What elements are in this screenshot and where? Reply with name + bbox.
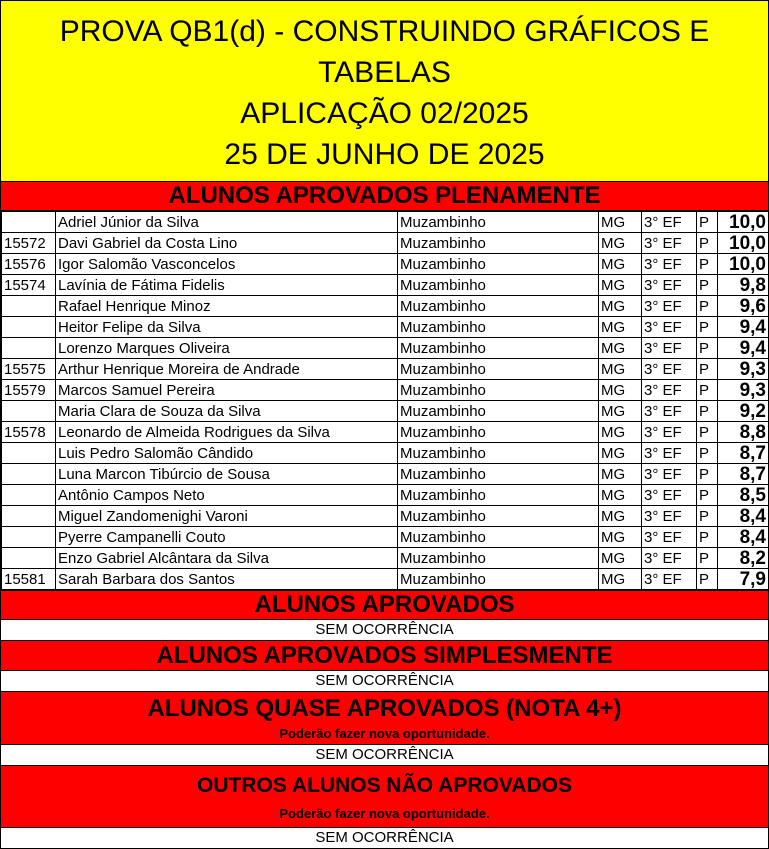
student-city: Muzambinho [398,254,599,275]
student-grade-level: 3° EF [642,359,697,380]
student-city: Muzambinho [398,569,599,590]
table-row [2,569,769,590]
student-score: 9,8 [718,275,769,296]
exam-header [1,1,768,181]
student-state: MG [599,296,642,317]
student-city: Muzambinho [398,548,599,569]
student-id: 15578 [2,422,56,443]
student-city: Muzambinho [398,443,599,464]
student-name: Pyerre Campanelli Couto [56,527,398,548]
student-type: P [697,317,718,338]
student-type: P [697,401,718,422]
student-id [2,296,56,317]
table-row [2,443,769,464]
student-type: P [697,338,718,359]
student-grade-level: 3° EF [642,569,697,590]
student-name: Heitor Felipe da Silva [56,317,398,338]
student-grade-level: 3° EF [642,233,697,254]
student-type: P [697,506,718,527]
section-not-approved [1,765,768,828]
student-id [2,443,56,464]
student-state: MG [599,569,642,590]
student-name: Miguel Zandomenighi Varoni [56,506,398,527]
table-row [2,527,769,548]
student-name: Luis Pedro Salomão Cândido [56,443,398,464]
student-state: MG [599,380,642,401]
exam-date: 25 DE JUNHO DE 2025 [224,138,545,171]
student-type: P [697,548,718,569]
student-score: 8,5 [718,485,769,506]
student-name: Arthur Henrique Moreira de Andrade [56,359,398,380]
student-score: 9,4 [718,338,769,359]
student-score: 8,7 [718,464,769,485]
student-type: P [697,233,718,254]
student-name: Adriel Júnior da Silva [56,212,398,233]
student-id [2,464,56,485]
student-city: Muzambinho [398,296,599,317]
student-city: Muzambinho [398,317,599,338]
table-row [2,254,769,275]
section-approved [1,590,768,620]
table-row [2,359,769,380]
student-id: 15574 [2,275,56,296]
student-id [2,338,56,359]
student-grade-level: 3° EF [642,485,697,506]
student-score: 9,3 [718,359,769,380]
student-state: MG [599,422,642,443]
student-state: MG [599,212,642,233]
student-score: 10,0 [718,212,769,233]
student-type: P [697,380,718,401]
section-approved-simply-title: ALUNOS APROVADOS SIMPLESMENTE [156,642,613,669]
student-name: Igor Salomão Vasconcelos [56,254,398,275]
student-name: Leonardo de Almeida Rodrigues da Silva [56,422,398,443]
student-city: Muzambinho [398,212,599,233]
student-id: 15576 [2,254,56,275]
section-approved-fully-title: ALUNOS APROVADOS PLENAMENTE [168,182,601,209]
section-not-approved-note: Poderão fazer nova oportunidade. [279,806,490,821]
student-type: P [697,527,718,548]
student-name: Lorenzo Marques Oliveira [56,338,398,359]
student-grade-level: 3° EF [642,296,697,317]
student-id [2,527,56,548]
exam-title-line2: TABELAS [318,56,451,89]
student-state: MG [599,485,642,506]
student-city: Muzambinho [398,338,599,359]
student-id [2,401,56,422]
student-score: 9,6 [718,296,769,317]
student-id [2,212,56,233]
student-state: MG [599,527,642,548]
student-grade-level: 3° EF [642,254,697,275]
student-score: 8,8 [718,422,769,443]
table-row [2,275,769,296]
student-score: 7,9 [718,569,769,590]
student-id [2,485,56,506]
section-approved-fully [1,181,768,211]
student-grade-level: 3° EF [642,548,697,569]
student-state: MG [599,464,642,485]
section-approved-title: ALUNOS APROVADOS [254,591,515,618]
student-grade-level: 3° EF [642,212,697,233]
student-grade-level: 3° EF [642,527,697,548]
student-state: MG [599,401,642,422]
student-type: P [697,275,718,296]
student-state: MG [599,506,642,527]
student-id: 15581 [2,569,56,590]
students-table [1,211,769,590]
section-approved-simply-empty: SEM OCORRÊNCIA [1,671,768,691]
student-type: P [697,443,718,464]
exam-title-line1: PROVA QB1(d) - CONSTRUINDO GRÁFICOS E [59,15,710,48]
table-row [2,296,769,317]
table-row [2,548,769,569]
student-type: P [697,212,718,233]
student-state: MG [599,233,642,254]
student-state: MG [599,254,642,275]
student-state: MG [599,359,642,380]
student-id: 15572 [2,233,56,254]
student-state: MG [599,317,642,338]
table-row [2,317,769,338]
table-row [2,422,769,443]
section-not-approved-empty: SEM OCORRÊNCIA [1,828,768,848]
student-type: P [697,569,718,590]
table-row [2,485,769,506]
student-grade-level: 3° EF [642,338,697,359]
student-type: P [697,422,718,443]
student-city: Muzambinho [398,233,599,254]
student-grade-level: 3° EF [642,506,697,527]
section-almost-approved-empty: SEM OCORRÊNCIA [1,745,768,765]
student-name: Marcos Samuel Pereira [56,380,398,401]
student-city: Muzambinho [398,380,599,401]
student-grade-level: 3° EF [642,464,697,485]
student-name: Rafael Henrique Minoz [56,296,398,317]
table-row [2,506,769,527]
students-table-body [2,212,769,590]
student-type: P [697,359,718,380]
student-score: 9,3 [718,380,769,401]
student-type: P [697,296,718,317]
student-name: Antônio Campos Neto [56,485,398,506]
student-city: Muzambinho [398,275,599,296]
student-score: 8,7 [718,443,769,464]
student-name: Sarah Barbara dos Santos [56,569,398,590]
student-state: MG [599,548,642,569]
exam-application: APLICAÇÃO 02/2025 [240,97,529,130]
section-almost-approved-title: ALUNOS QUASE APROVADOS (NOTA 4+) [147,695,622,722]
student-id: 15579 [2,380,56,401]
section-approved-empty: SEM OCORRÊNCIA [1,620,768,640]
student-state: MG [599,275,642,296]
student-grade-level: 3° EF [642,380,697,401]
student-score: 8,4 [718,527,769,548]
table-row [2,233,769,254]
table-row [2,338,769,359]
student-name: Lavínia de Fátima Fidelis [56,275,398,296]
student-score: 10,0 [718,233,769,254]
student-city: Muzambinho [398,527,599,548]
student-city: Muzambinho [398,401,599,422]
student-score: 8,2 [718,548,769,569]
student-city: Muzambinho [398,422,599,443]
student-state: MG [599,443,642,464]
student-city: Muzambinho [398,359,599,380]
table-row [2,464,769,485]
section-almost-approved-note: Poderão fazer nova oportunidade. [279,726,490,741]
student-score: 9,2 [718,401,769,422]
student-name: Enzo Gabriel Alcântara da Silva [56,548,398,569]
student-city: Muzambinho [398,464,599,485]
student-score: 9,4 [718,317,769,338]
student-type: P [697,464,718,485]
table-row [2,401,769,422]
student-id [2,506,56,527]
student-grade-level: 3° EF [642,275,697,296]
student-type: P [697,485,718,506]
student-state: MG [599,338,642,359]
table-row [2,380,769,401]
student-id [2,548,56,569]
student-id: 15575 [2,359,56,380]
student-id [2,317,56,338]
student-grade-level: 3° EF [642,443,697,464]
student-name: Davi Gabriel da Costa Lino [56,233,398,254]
student-type: P [697,254,718,275]
table-row [2,212,769,233]
student-city: Muzambinho [398,485,599,506]
student-grade-level: 3° EF [642,422,697,443]
student-name: Luna Marcon Tibúrcio de Sousa [56,464,398,485]
student-grade-level: 3° EF [642,317,697,338]
section-approved-simply [1,640,768,671]
student-city: Muzambinho [398,506,599,527]
student-score: 8,4 [718,506,769,527]
student-score: 10,0 [718,254,769,275]
student-grade-level: 3° EF [642,401,697,422]
section-almost-approved [1,691,768,745]
student-name: Maria Clara de Souza da Silva [56,401,398,422]
section-not-approved-title: OUTROS ALUNOS NÃO APROVADOS [197,774,572,797]
